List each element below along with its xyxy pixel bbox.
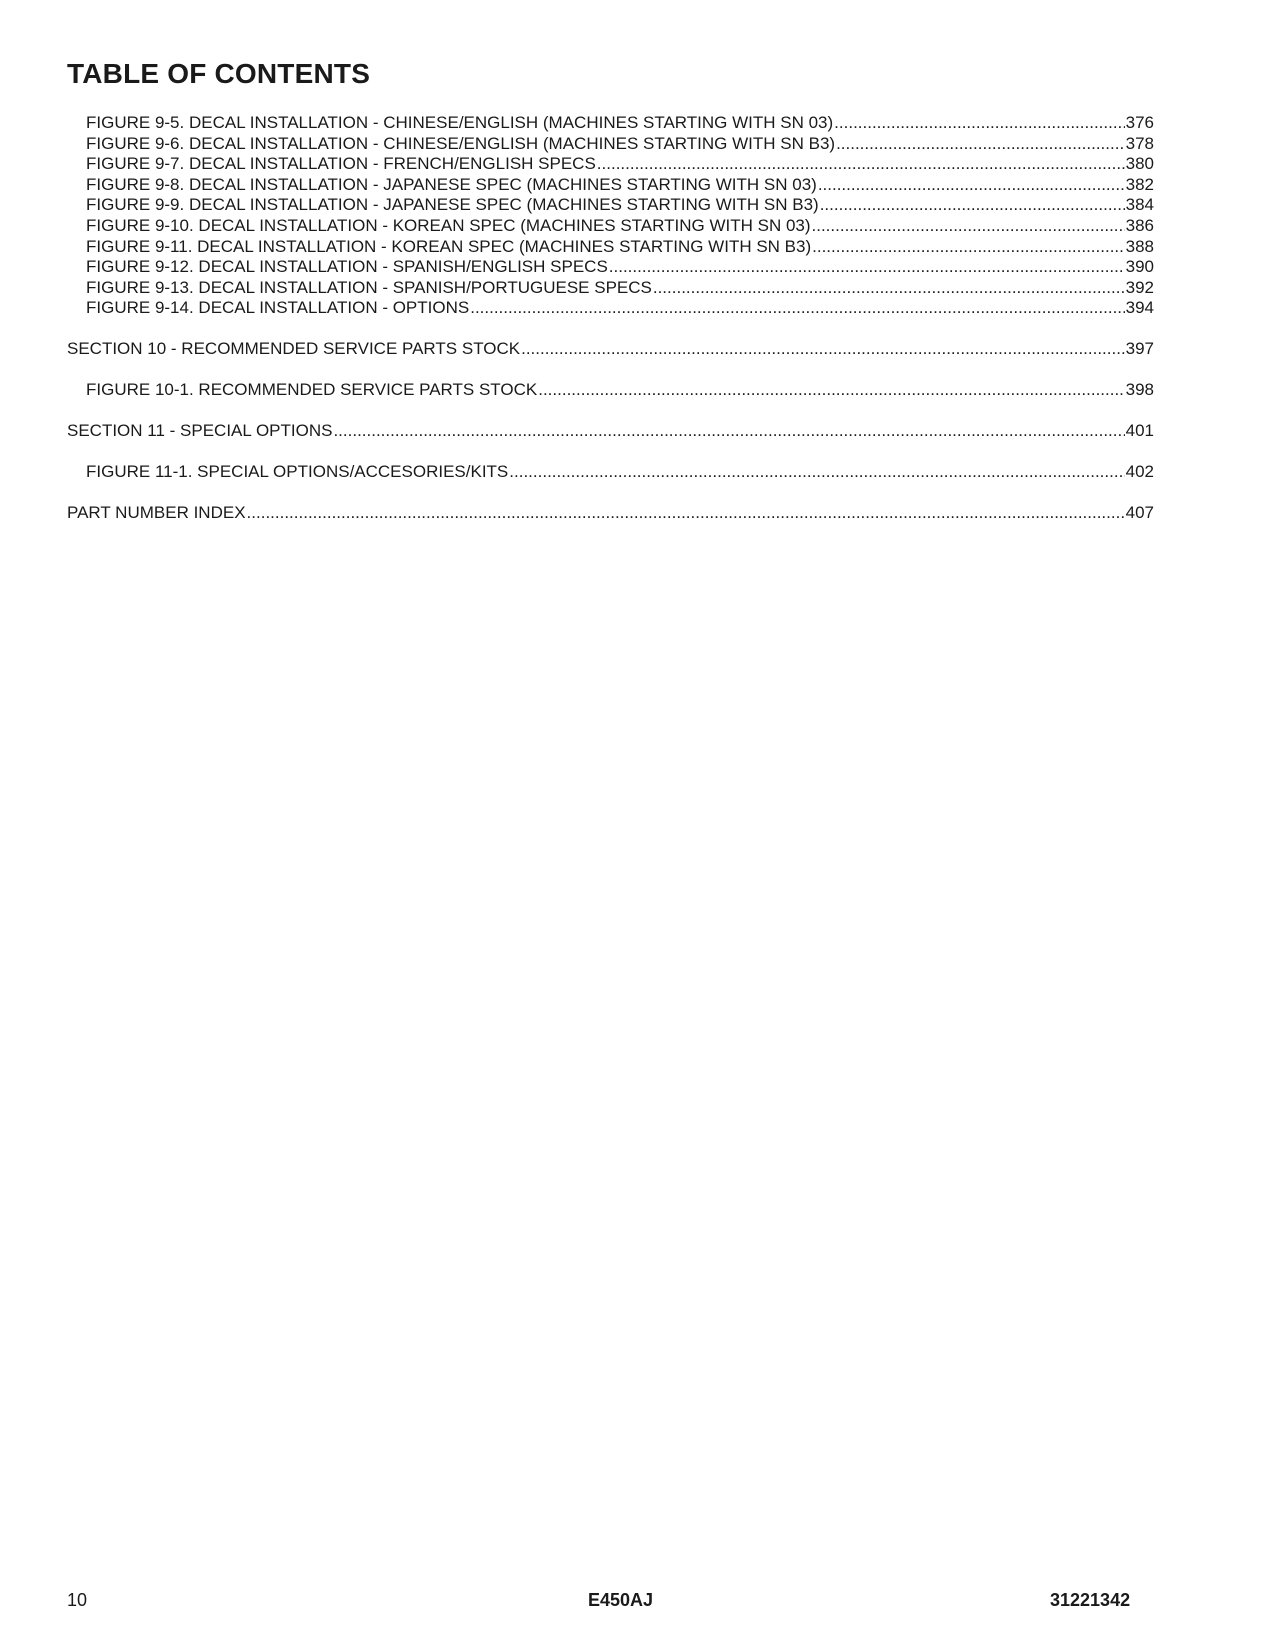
toc-entry-title: FIGURE 9-8. DECAL INSTALLATION - JAPANESE SPEC (MACHINES STARTING WITH SN 03) — [86, 174, 817, 194]
footer-model-name: E450AJ — [588, 1590, 654, 1610]
toc-entry-title: PART NUMBER INDEX — [67, 503, 246, 522]
toc-entry-title: FIGURE 11-1. SPECIAL OPTIONS/ACCESORIES/KITS — [86, 462, 509, 481]
toc-entry-page: 394 — [1125, 298, 1154, 318]
toc-entry[interactable] — [86, 379, 1154, 400]
toc-entry[interactable] — [86, 236, 1154, 257]
toc-entry-title: FIGURE 9-5. DECAL INSTALLATION - CHINESE/ENGLISH (MACHINES STARTING WITH SN 03) — [86, 113, 834, 132]
toc-entry[interactable] — [86, 133, 1154, 154]
toc-entry-title: SECTION 10 - RECOMMENDED SERVICE PARTS STOCK — [67, 339, 521, 358]
toc-dot-leader — [597, 153, 1125, 174]
toc-entry[interactable] — [86, 297, 1154, 318]
toc-dot-leader — [247, 502, 1125, 523]
toc-entry[interactable] — [86, 256, 1154, 277]
toc-entry[interactable] — [86, 174, 1154, 195]
toc-dot-leader — [818, 174, 1125, 195]
toc-dot-leader — [834, 112, 1124, 133]
toc-entry-title: FIGURE 9-7. DECAL INSTALLATION - FRENCH/ENGLISH SPECS — [86, 154, 596, 174]
toc-entry-title: FIGURE 9-12. DECAL INSTALLATION - SPANISH/ENGLISH SPECS — [86, 257, 608, 277]
toc-entry[interactable] — [86, 277, 1154, 298]
toc-entry-page: 390 — [1125, 257, 1154, 277]
toc-entry-page: 397 — [1125, 339, 1154, 358]
toc-entry[interactable] — [86, 194, 1154, 215]
toc-dot-leader — [521, 338, 1125, 359]
toc-dot-leader — [820, 194, 1125, 215]
toc-section-entry[interactable] — [67, 502, 1154, 523]
toc-entry[interactable] — [86, 215, 1154, 236]
toc-entry-page: 384 — [1125, 195, 1154, 215]
footer-page-number: 10 — [67, 1590, 88, 1610]
toc-entry-title: FIGURE 9-6. DECAL INSTALLATION - CHINESE/ENGLISH (MACHINES STARTING WITH SN B3) — [86, 133, 836, 153]
toc-entry-page: 398 — [1125, 380, 1154, 399]
toc-dot-leader — [812, 236, 1124, 257]
toc-section-entry[interactable] — [67, 338, 1154, 359]
toc-entry-page: 378 — [1125, 133, 1154, 153]
toc-entry-title: FIGURE 9-13. DECAL INSTALLATION - SPANISH/PORTUGUESE SPECS — [86, 277, 652, 297]
toc-entry-page: 402 — [1125, 462, 1154, 481]
toc-entry-page: 392 — [1125, 277, 1154, 297]
toc-entry-title: FIGURE 9-14. DECAL INSTALLATION - OPTIONS — [86, 298, 470, 318]
toc-entry-title: FIGURE 9-10. DECAL INSTALLATION - KOREAN SPEC (MACHINES STARTING WITH SN 03) — [86, 216, 811, 235]
page-title: TABLE OF CONTENTS — [67, 58, 371, 89]
toc-entry[interactable] — [86, 461, 1154, 482]
page-footer — [0, 1588, 1275, 1612]
toc-entry-page: 407 — [1125, 503, 1154, 522]
toc-entry-title: FIGURE 9-9. DECAL INSTALLATION - JAPANESE SPEC (MACHINES STARTING WITH SN B3) — [86, 195, 819, 215]
toc-entry-page: 401 — [1125, 421, 1154, 440]
toc-entry-page: 380 — [1125, 154, 1154, 174]
toc-entry[interactable] — [86, 112, 1154, 133]
toc-entry-page: 376 — [1125, 113, 1154, 132]
toc-section-entry[interactable] — [67, 420, 1154, 441]
toc-entry[interactable] — [86, 153, 1154, 174]
toc-entry-title: SECTION 11 - SPECIAL OPTIONS — [67, 421, 333, 440]
toc-dot-leader — [812, 215, 1125, 236]
footer-document-number: 31221342 — [1050, 1590, 1131, 1610]
toc-entry-page: 382 — [1125, 174, 1154, 194]
toc-entry-page: 386 — [1125, 216, 1154, 235]
toc-dot-leader — [333, 420, 1124, 441]
toc-entry-title: FIGURE 9-11. DECAL INSTALLATION - KOREAN SPEC (MACHINES STARTING WITH SN B3) — [86, 236, 812, 256]
toc-entry-page: 388 — [1125, 236, 1154, 256]
toc-dot-leader — [470, 297, 1124, 318]
toc-dot-leader — [609, 256, 1125, 277]
toc-dot-leader — [509, 461, 1124, 482]
toc-dot-leader — [538, 379, 1124, 400]
toc-dot-leader — [653, 277, 1125, 298]
toc-dot-leader — [836, 133, 1125, 154]
toc-entry-title: FIGURE 10-1. RECOMMENDED SERVICE PARTS STOCK — [86, 380, 538, 399]
